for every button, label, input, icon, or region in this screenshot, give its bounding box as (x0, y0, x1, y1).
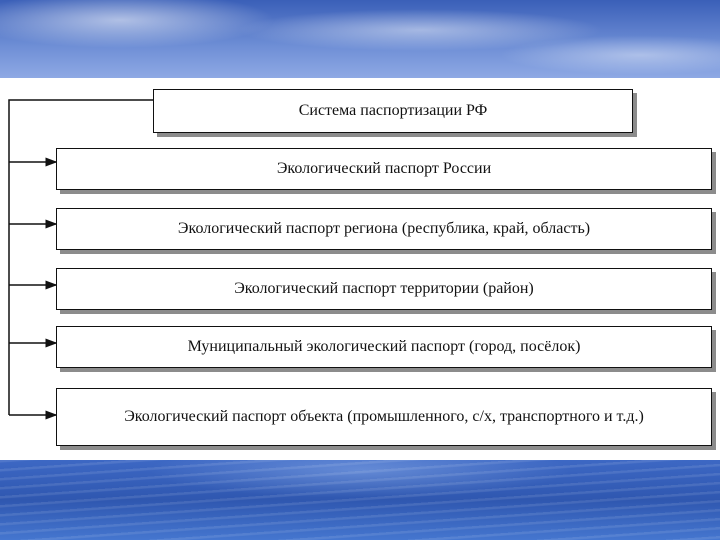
level-box-territory (56, 268, 712, 310)
level-label-territory: Экологический паспорт территории (район) (234, 280, 534, 298)
root-box (153, 89, 633, 133)
level-label-object: Экологический паспорт объекта (промышленного, с/х, транспортного и т.д.) (124, 408, 644, 426)
level-label-municipal: Муниципальный экологический паспорт (город, посёлок) (187, 338, 581, 356)
level-label-russia: Экологический паспорт России (276, 160, 492, 178)
root-label: Система паспортизации РФ (298, 102, 488, 120)
level-label-region: Экологический паспорт региона (республика, край, область) (177, 220, 591, 238)
level-box-municipal (56, 326, 712, 368)
level-box-region (56, 208, 712, 250)
level-box-russia (56, 148, 712, 190)
level-box-object (56, 388, 712, 446)
